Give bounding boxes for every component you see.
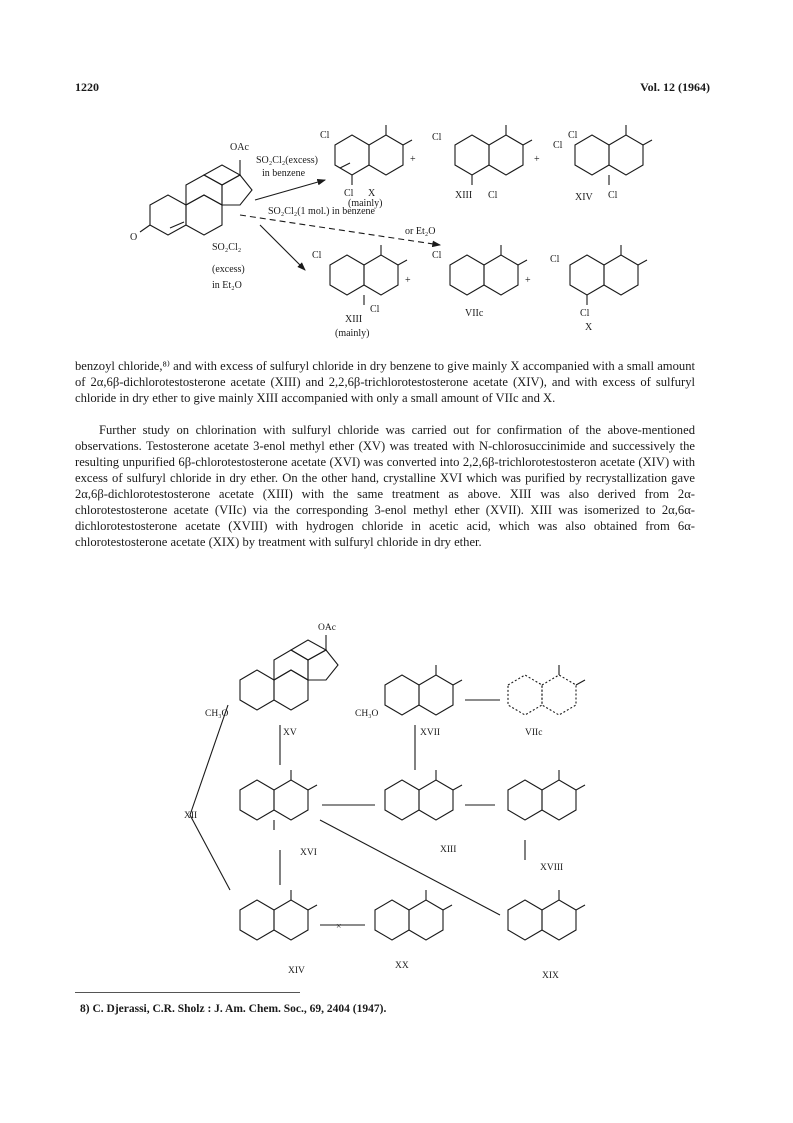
svg-text:XIX: XIX <box>542 971 559 981</box>
cond3-line3: in Et₂O <box>212 280 242 291</box>
cond1-line2: in benzene <box>262 168 306 179</box>
svg-text:CH₃O: CH₃O <box>355 709 379 719</box>
svg-text:XIII: XIII <box>455 190 473 201</box>
svg-text:XV: XV <box>283 728 297 738</box>
svg-text:Cl: Cl <box>580 308 590 319</box>
paragraph-2-text: Further study on chlorination with sulfuryl chloride was carried out for confirmation of the above-mentioned observations. Testosterone acetate 3-enol methyl ether (XV) was treated with N-chlorosuccinimide and successively the resulting unpurified 6β-chlorotestosterone acetate (XVI) was converted into 2,2,6β-trichlorotestosteron acetate (XIV) with excess of sulfuryl chloride in dry ether. On the other hand, crystalline XVI which was purified by recrystallization gave 2α,6β-dichlorotestosterone acetate (XIII) with the same treatment as above. XIII was also derived from 2α-chlorotestosterone acetate (VIIc) via the corresponding 3-enol methyl ether (XVII). XIII was isomerized to 2α,6α-dichlorotestosterone acetate (XVIII) with hydrogen chloride in acetic acid, which was also obtained from 6α-chlorotestosterone acetate (XIX) by treatment with sulfuryl chloride in dry ether. <box>75 423 695 549</box>
cond2b: or Et₂O <box>405 226 436 237</box>
footnote: 8) C. Djerassi, C.R. Sholz : J. Am. Chem. Soc., 69, 2404 (1947). <box>80 1003 387 1015</box>
svg-text:Cl: Cl <box>370 304 380 315</box>
svg-text:Cl: Cl <box>344 188 354 199</box>
svg-text:VIIc: VIIc <box>465 308 484 319</box>
svg-text:Cl: Cl <box>432 250 442 261</box>
page-number: 1220 <box>75 80 99 94</box>
svg-text:XIV: XIV <box>575 192 593 203</box>
svg-text:(mainly): (mainly) <box>348 198 383 209</box>
svg-text:X: X <box>368 188 376 199</box>
start-oac: OAc <box>230 142 249 153</box>
cond3-line1: SO₂Cl₂ <box>212 242 242 253</box>
svg-text:Cl: Cl <box>608 190 618 201</box>
svg-text:XX: XX <box>395 961 409 971</box>
svg-text:CH₃O: CH₃O <box>205 709 229 719</box>
svg-text:Cl: Cl <box>553 140 563 151</box>
svg-text:Cl: Cl <box>568 130 578 141</box>
footnote-rule <box>75 992 300 993</box>
svg-text:XIV: XIV <box>288 966 305 976</box>
svg-text:XIII: XIII <box>345 314 363 325</box>
svg-text:OAc: OAc <box>318 623 336 633</box>
svg-text:XIII: XIII <box>440 845 457 855</box>
svg-text:(mainly): (mainly) <box>335 328 370 339</box>
svg-text:Cl: Cl <box>432 132 442 143</box>
svg-text:XVI: XVI <box>300 848 317 858</box>
cond2: SO₂Cl₂(1 mol.) in benzene <box>268 206 375 217</box>
svg-text:×: × <box>336 922 342 932</box>
svg-text:Cl: Cl <box>312 250 322 261</box>
svg-text:Cl: Cl <box>488 190 498 201</box>
svg-text:Cl: Cl <box>550 254 560 265</box>
svg-text:+: + <box>534 154 540 165</box>
svg-text:XII: XII <box>184 811 198 821</box>
svg-text:XVIII: XVIII <box>540 863 564 873</box>
svg-text:Cl: Cl <box>320 130 330 141</box>
svg-text:VIIc: VIIc <box>525 728 543 738</box>
svg-text:+: + <box>405 275 411 286</box>
start-o: O <box>130 232 138 243</box>
svg-text:XVII: XVII <box>420 728 441 738</box>
svg-text:X: X <box>585 322 593 333</box>
cond1-line1: SO₂Cl₂(excess) <box>256 155 318 166</box>
svg-text:+: + <box>525 275 531 286</box>
svg-text:+: + <box>410 154 416 165</box>
paragraph-1-text: benzoyl chloride,⁸⁾ and with excess of sulfuryl chloride in dry benzene to give mainly X accompanied with a small amount of 2α,6β-dichlorotestosterone acetate (XIII) and 2,2,6β-trichlorotestosterone acetate (XIV), and with excess of sulfuryl chloride in dry ether to give mainly XIII accompanied with only a small amount of VIIc and X. <box>75 359 695 405</box>
journal-volume: Vol. 12 (1964) <box>640 80 710 94</box>
cond3-line2: (excess) <box>212 264 245 275</box>
